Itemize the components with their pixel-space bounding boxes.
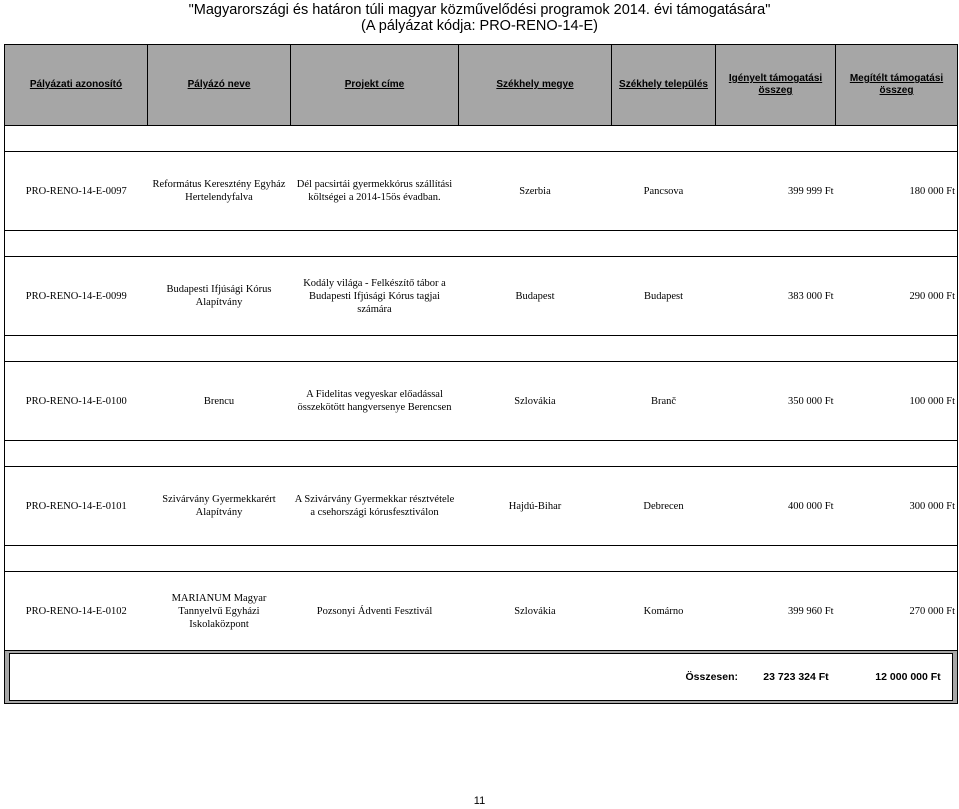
header-cell: Székhely település <box>612 45 716 126</box>
summary-box <box>9 653 953 701</box>
table-row <box>5 257 958 336</box>
header-cell: Megítélt támogatási összeg <box>836 45 958 126</box>
cell-id: PRO-RENO-14-E-0101 <box>5 467 148 546</box>
grants-table <box>4 44 958 704</box>
cell-town: Debrecen <box>612 467 716 546</box>
cell-id: PRO-RENO-14-E-0099 <box>5 257 148 336</box>
header-cell: Igényelt támogatási összeg <box>716 45 836 126</box>
cell-project: Dél pacsirtái gyermekkórus szállítási költségei a 2014-15ös évadban. <box>291 152 459 231</box>
cell-project: A Szivárvány Gyermekkar résztvétele a csehországi kórusfesztiválon <box>291 467 459 546</box>
cell-applicant: MARIANUM Magyar Tannyelvű Egyházi Iskolaközpont <box>148 572 291 651</box>
cell-awarded: 180 000 Ft <box>836 152 958 231</box>
cell-county: Szlovákia <box>459 572 612 651</box>
cell-id: PRO-RENO-14-E-0102 <box>5 572 148 651</box>
summary-label: Összesen: <box>685 670 738 683</box>
cell-requested: 399 960 Ft <box>716 572 836 651</box>
cell-id: PRO-RENO-14-E-0100 <box>5 362 148 441</box>
table-row <box>5 362 958 441</box>
cell-requested: 400 000 Ft <box>716 467 836 546</box>
cell-id: PRO-RENO-14-E-0097 <box>5 152 148 231</box>
spacer-row <box>5 336 958 362</box>
cell-town: Branč <box>612 362 716 441</box>
header-cell: Székhely megye <box>459 45 612 126</box>
cell-awarded: 100 000 Ft <box>836 362 958 441</box>
spacer-cell <box>5 336 958 362</box>
cell-town: Komárno <box>612 572 716 651</box>
spacer-row <box>5 126 958 152</box>
header-cell: Projekt címe <box>291 45 459 126</box>
cell-town: Pancsova <box>612 152 716 231</box>
cell-requested: 383 000 Ft <box>716 257 836 336</box>
spacer-cell <box>5 546 958 572</box>
cell-project: A Fidelitas vegyeskar előadással összekötött hangversenye Berencsen <box>291 362 459 441</box>
cell-awarded: 270 000 Ft <box>836 572 958 651</box>
cell-project: Kodály világa - Felkészítő tábor a Budapesti Ifjúsági Kórus tagjai számára <box>291 257 459 336</box>
spacer-row <box>5 546 958 572</box>
spacer-cell <box>5 126 958 152</box>
summary-cell <box>5 651 958 704</box>
cell-awarded: 290 000 Ft <box>836 257 958 336</box>
cell-applicant: Brencu <box>148 362 291 441</box>
table-row <box>5 467 958 546</box>
document-title: "Magyarországi és határon túli magyar közművelődési programok 2014. évi támogatására" <box>188 2 771 18</box>
spacer-cell <box>5 231 958 257</box>
summary-row <box>5 651 958 704</box>
cell-county: Szerbia <box>459 152 612 231</box>
document-subtitle: (A pályázat kódja: PRO-RENO-14-E) <box>361 18 598 34</box>
cell-applicant: Református Keresztény Egyház Hertelendyfalva <box>148 152 291 231</box>
cell-project: Pozsonyi Ádventi Fesztivál <box>291 572 459 651</box>
header-cell: Pályázó neve <box>148 45 291 126</box>
cell-requested: 350 000 Ft <box>716 362 836 441</box>
cell-county: Szlovákia <box>459 362 612 441</box>
table-row <box>5 152 958 231</box>
cell-applicant: Budapesti Ifjúsági Kórus Alapítvány <box>148 257 291 336</box>
cell-county: Budapest <box>459 257 612 336</box>
spacer-row <box>5 231 958 257</box>
page-number: 11 <box>473 795 486 807</box>
cell-awarded: 300 000 Ft <box>836 467 958 546</box>
cell-applicant: Szivárvány Gyermekkarért Alapítvány <box>148 467 291 546</box>
header-cell: Pályázati azonosító <box>5 45 148 126</box>
cell-requested: 399 999 Ft <box>716 152 836 231</box>
spacer-cell <box>5 441 958 467</box>
table-row <box>5 572 958 651</box>
spacer-row <box>5 441 958 467</box>
table-header-row <box>5 45 958 126</box>
summary-awarded-total: 12 000 000 Ft <box>875 670 941 683</box>
cell-county: Hajdú-Bihar <box>459 467 612 546</box>
summary-requested-total: 23 723 324 Ft <box>763 670 829 683</box>
cell-town: Budapest <box>612 257 716 336</box>
